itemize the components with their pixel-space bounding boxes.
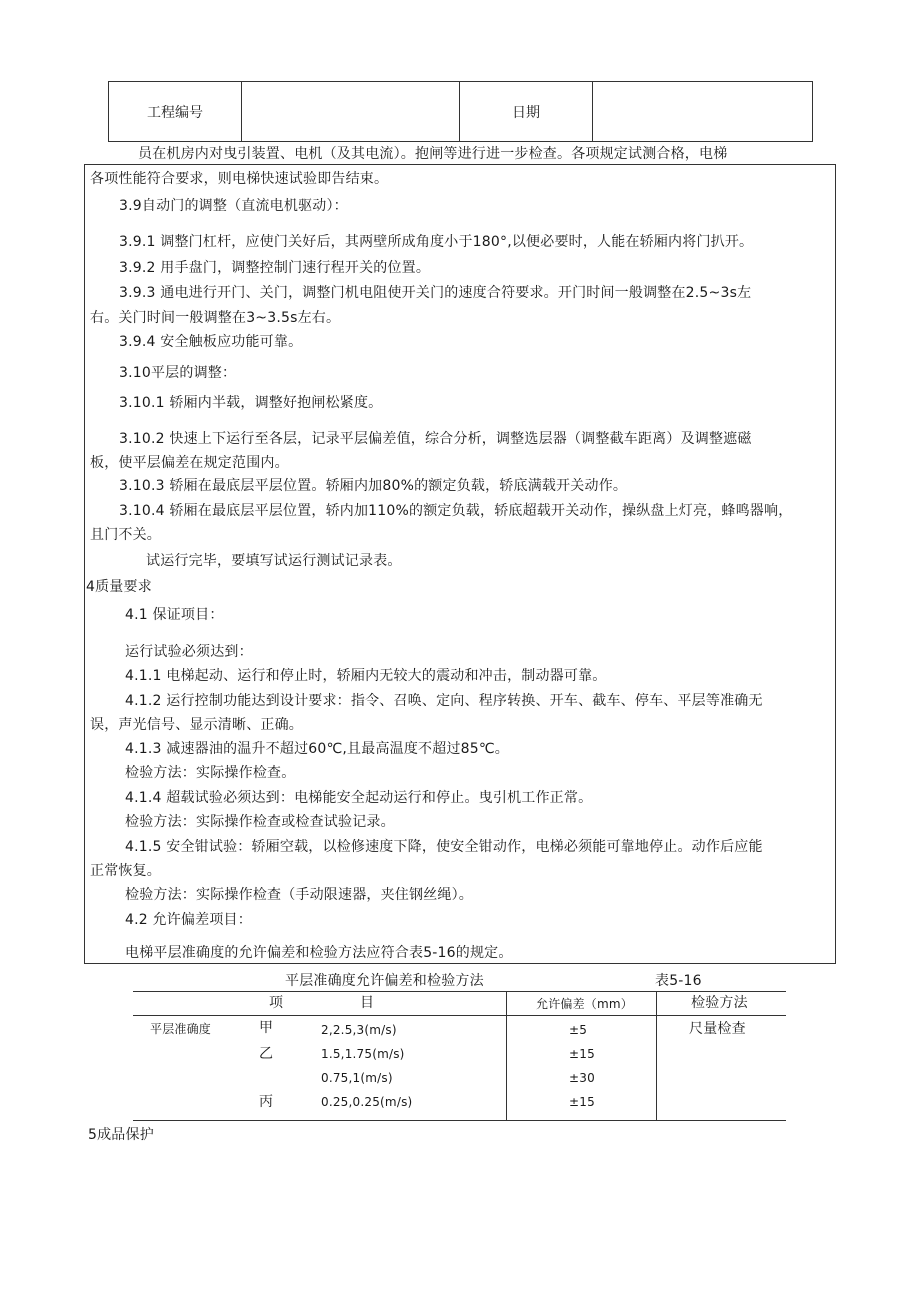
tolerance-cell: ±15 xyxy=(569,1095,595,1109)
section-heading: 5成品保护 xyxy=(88,1127,154,1143)
section-heading: 4质量要求 xyxy=(86,579,152,595)
tolerance-table xyxy=(133,991,786,1121)
table-rule xyxy=(133,991,786,992)
text-line: 且门不关。 xyxy=(90,527,161,543)
text-line: 4.1.1 电梯起动、运行和停止时，轿厢内无较大的震动和冲击，制动器可靠。 xyxy=(125,668,607,684)
text-line: 3.9.2 用手盘门，调整控制门速行程开关的位置。 xyxy=(119,260,431,276)
text-line: 4.1.5 安全钳试验：轿厢空载，以检修速度下降，使安全钳动作，电梯必须能可靠地停止。动作后应能 xyxy=(125,839,763,855)
header-table xyxy=(108,81,813,142)
row-label: 平层准确度 xyxy=(150,1022,212,1036)
text-line: 各项性能符合要求，则电梯快速试验即告结束。 xyxy=(90,171,389,187)
text-line: 4.2 允许偏差项目： xyxy=(125,912,252,928)
col-header-tolerance: 允许偏差（mm） xyxy=(536,997,633,1011)
table-rule xyxy=(133,1015,786,1016)
speed-cell: 0.75,1(m/s) xyxy=(321,1071,393,1085)
table-rule xyxy=(656,991,657,1121)
speed-cell: 0.25,0.25(m/s) xyxy=(321,1095,413,1109)
text-line: 电梯平层准确度的允许偏差和检验方法应符合表5-16的规定。 xyxy=(125,945,513,961)
project-no-value xyxy=(242,82,460,141)
project-no-label: 工程编号 xyxy=(109,82,242,141)
text-line: 3.9.1 调整门杠杆，应使门关好后，其两壁所成角度小于180°,以便必要时，人能在轿厢内将门扒开。 xyxy=(119,234,754,250)
text-line: 4.1 保证项目： xyxy=(125,607,224,623)
text-line: 正常恢复。 xyxy=(90,863,161,879)
speed-cell: 1.5,1.75(m/s) xyxy=(321,1047,405,1061)
text-line: 运行试验必须达到： xyxy=(125,644,253,660)
text-line: 检验方法：实际操作检查或检查试验记录。 xyxy=(125,814,395,830)
table-number: 表5-16 xyxy=(655,973,702,989)
col-header-method: 检验方法 xyxy=(691,995,748,1011)
text-line: 4.1.3 减速器油的温升不超过60℃,且最高温度不超过85℃。 xyxy=(125,741,509,757)
grade-cell: 丙 xyxy=(259,1094,274,1110)
tolerance-cell: ±15 xyxy=(569,1047,595,1061)
table-caption: 平层准确度允许偏差和检验方法 xyxy=(285,973,484,989)
date-value xyxy=(593,82,812,141)
grade-cell: 乙 xyxy=(259,1046,274,1062)
col-header-item: 目 xyxy=(360,995,375,1011)
text-line: 误，声光信号、显示清晰、正确。 xyxy=(90,717,303,733)
text-line: 员在机房内对曳引装置、电机（及其电流）。抱闸等进行进一步检查。各项规定试测合格，电梯 xyxy=(138,146,728,162)
table-rule xyxy=(133,1120,786,1121)
text-line: 检验方法：实际操作检查（手动限速器，夹住钢丝绳）。 xyxy=(125,887,473,903)
text-line: 试运行完毕，要填写试运行测试记录表。 xyxy=(146,553,402,569)
table-rule xyxy=(506,991,507,1121)
text-line: 3.9.4 安全触板应功能可靠。 xyxy=(119,334,303,350)
text-line: 3.10.4 轿厢在最底层平层位置，轿内加110%的额定负载，轿底超载开关动作，操纵盘上灯亮，蜂鸣器响， xyxy=(119,503,793,519)
text-line: 检验方法：实际操作检查。 xyxy=(125,765,296,781)
text-line: 3.9.3 通电进行开门、关门，调整门机电阻使开关门的速度合符要求。开门时间一般调整在2.5~3s左 xyxy=(119,285,752,301)
tolerance-cell: ±5 xyxy=(569,1023,588,1037)
date-label: 日期 xyxy=(460,82,593,141)
tolerance-cell: ±30 xyxy=(569,1071,595,1085)
grade-cell: 甲 xyxy=(259,1020,274,1036)
text-line: 右。关门时间一般调整在3~3.5s左右。 xyxy=(90,310,341,326)
section-heading: 3.9自动门的调整（直流电机驱动）： xyxy=(119,198,348,214)
text-line: 4.1.2 运行控制功能达到设计要求：指令、召唤、定向、程序转换、开车、截车、停车、平层等准确无 xyxy=(125,693,763,709)
text-line: 3.10.1 轿厢内半载，调整好抱闸松紧度。 xyxy=(119,395,383,411)
speed-cell: 2,2.5,3(m/s) xyxy=(321,1023,397,1037)
text-line: 3.10.2 快速上下运行至各层，记录平层偏差值，综合分析，调整选层器（调整截车距离）及调整遮磁 xyxy=(119,431,752,447)
col-header-item: 项 xyxy=(269,995,284,1011)
text-line: 3.10.3 轿厢在最底层平层位置。轿厢内加80%的额定负载，轿底满载开关动作。 xyxy=(119,478,628,494)
text-line: 4.1.4 超载试验必须达到：电梯能安全起动运行和停止。曳引机工作正常。 xyxy=(125,790,593,806)
method-cell: 尺量检查 xyxy=(689,1021,746,1037)
text-line: 板，使平层偏差在规定范围内。 xyxy=(90,455,289,471)
section-heading: 3.10平层的调整： xyxy=(119,365,237,381)
